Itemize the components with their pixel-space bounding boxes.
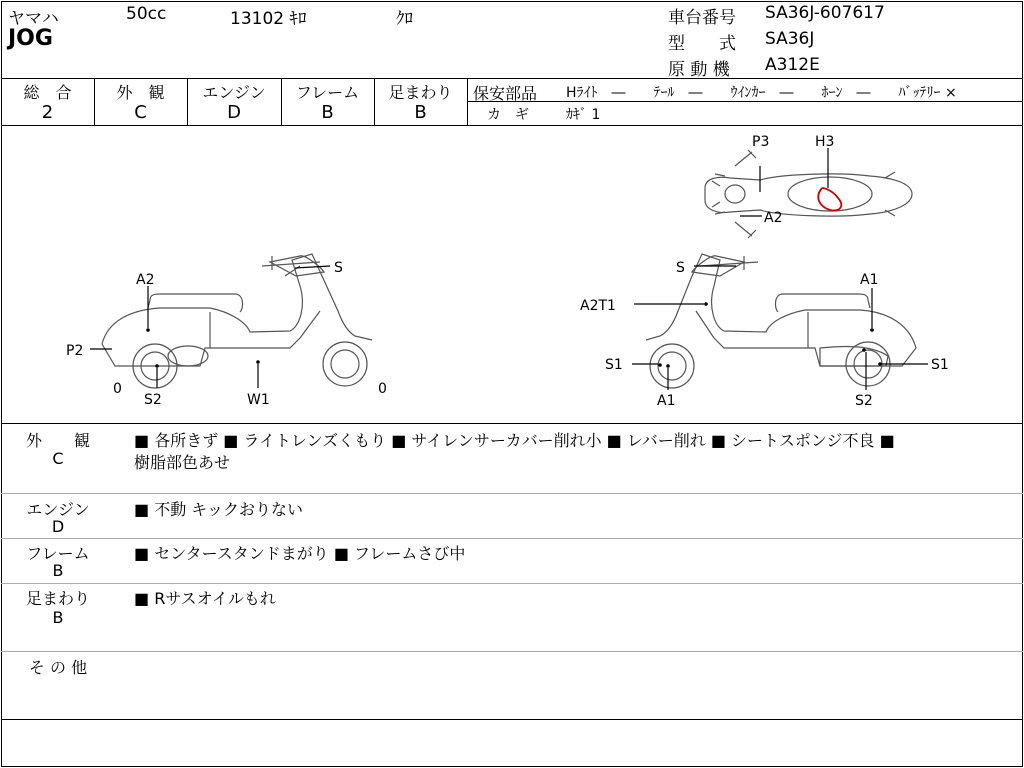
safety-label: 保安部品 (473, 84, 538, 103)
remark-suspension-grade: B (52, 608, 64, 627)
grade-overall-value: 2 (41, 102, 54, 123)
mileage: 13102 ｷﾛ (230, 9, 307, 29)
key-value: ｶｷﾞ 1 (566, 107, 601, 123)
remark-other-label: そ の 他 (28, 658, 88, 677)
label-right-s2: S2 (855, 393, 873, 409)
divider (1, 78, 1023, 79)
remark-exterior-line2: 樹脂部色あせ (134, 453, 231, 472)
engine-value: A312E (765, 55, 820, 75)
label-left-s2: S2 (144, 392, 162, 408)
label-right-a1-bottom: A1 (657, 393, 676, 409)
remark-suspension-label: 足まわり (25, 589, 90, 608)
divider (1, 719, 1023, 720)
color: ｸﾛ (396, 9, 413, 29)
grade-overall-label: 総 合 (23, 83, 72, 102)
remark-engine-line1: ■ 不動 キックおりない (134, 500, 303, 519)
displacement: 50cc (126, 4, 167, 24)
label-left-a2: A2 (136, 272, 155, 288)
frame-no-label: 車台番号 (668, 8, 736, 28)
label-right-s1-right: S1 (931, 357, 949, 373)
divider (1, 538, 1023, 539)
divider (1, 423, 1023, 424)
grade-suspension-value: B (414, 102, 427, 123)
label-right-a2t1: A2T1 (580, 298, 616, 314)
grade-exterior-value: C (134, 102, 147, 123)
label-right-s: S (676, 260, 685, 276)
grade-frame-value: B (321, 102, 334, 123)
remark-exterior-line1: ■ 各所きず ■ ライトレンズくもり ■ サイレンサーカバー削れ小 ■ レバー削れ ■ シートスポンジ不良 ■ (134, 431, 895, 450)
model-name: JOG (8, 26, 53, 51)
divider (1, 651, 1023, 652)
label-left-w1: W1 (247, 392, 270, 408)
scooter-left-view (90, 254, 372, 388)
divider (467, 78, 468, 125)
key-label: カ ギ (487, 107, 529, 123)
grade-exterior-label: 外 観 (116, 83, 165, 102)
remark-engine-grade: D (51, 517, 65, 536)
divider (1, 493, 1023, 494)
type-label: 型 式 (668, 34, 736, 54)
divider (1, 583, 1023, 584)
type-value: SA36J (765, 29, 815, 49)
frame-no-value: SA36J-607617 (765, 3, 885, 23)
remark-suspension-line1: ■ Rサスオイルもれ (134, 589, 276, 608)
safety-items: Hﾗｲﾄ ― ﾃｰﾙ ― ｳｲﾝｶｰ ― ﾎｰﾝ ― ﾊﾞｯﾃﾘｰ × (566, 85, 957, 101)
remark-engine-label: エンジン (26, 500, 90, 519)
grade-engine-label: エンジン (202, 83, 266, 102)
grade-frame-label: フレーム (295, 83, 360, 102)
label-left-p2: P2 (66, 343, 84, 359)
remark-frame-label: フレーム (26, 544, 90, 563)
grade-suspension-label: 足まわり (388, 83, 453, 102)
remark-exterior-label: 外 観 (25, 431, 90, 450)
grade-engine-value: D (227, 102, 241, 123)
label-right-s1-left: S1 (605, 357, 623, 373)
remark-exterior-grade: C (52, 449, 64, 468)
label-top-p3: P3 (752, 134, 770, 150)
scooter-top-view (705, 148, 912, 238)
label-top-h3: H3 (815, 134, 835, 150)
label-left-zero: 0 (113, 381, 122, 397)
maker-name: ヤマハ (8, 9, 59, 29)
remark-frame-line1: ■ センタースタンドまがり ■ フレームさび中 (134, 544, 466, 563)
label-right-zero: 0 (378, 381, 387, 397)
damage-diagram (0, 126, 1024, 423)
engine-label: 原 動 機 (668, 60, 730, 80)
remark-frame-grade: B (52, 561, 64, 580)
label-top-a2: A2 (764, 210, 783, 226)
label-right-a1-top: A1 (860, 272, 879, 288)
label-left-s: S (334, 260, 343, 276)
